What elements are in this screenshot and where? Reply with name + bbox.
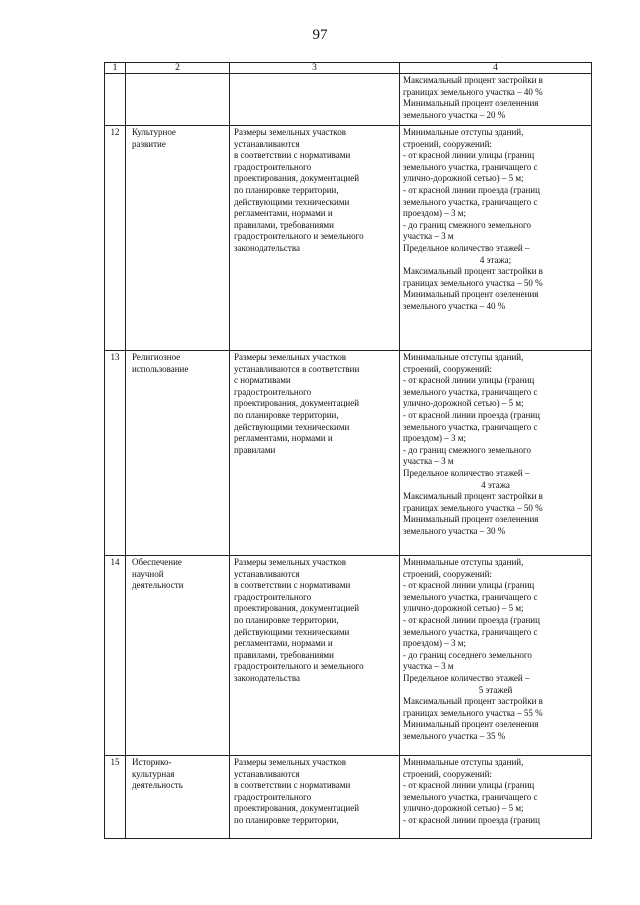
table-row [105, 756, 592, 839]
building-parameters-line: - до границ смежного земельного [403, 219, 532, 230]
plot-size-description-line: законодательства [234, 672, 300, 683]
use-type-name-line: культурная [132, 768, 175, 779]
use-type-name [126, 351, 230, 556]
building-parameters-line: Минимальные отступы зданий, [403, 757, 524, 767]
building-parameters-line: земельного участка, граничащего с [403, 161, 538, 172]
building-parameters-line: - до границ соседнего земельного [403, 649, 532, 660]
building-parameters-line: - от красной линии проезда (границ [403, 184, 540, 195]
plot-size-description-line: градостроительного и земельного [234, 231, 364, 242]
page-number: 97 [312, 27, 328, 43]
building-parameters-line: участка – 3 м [403, 661, 454, 672]
building-parameters-line: участка – 3 м [403, 456, 454, 467]
building-parameters-line: - от красной линии улицы (границ [403, 580, 535, 591]
plot-size-description-line: Размеры земельных участков [234, 557, 346, 567]
plot-size-description-line: действующими техническими [234, 196, 350, 207]
use-type-name-line: Культурное [132, 127, 176, 137]
building-parameters-line: улично-дорожной сетью) – 5 м; [403, 398, 524, 409]
use-type-name-line: деятельность [132, 780, 183, 791]
building-parameters-line: земельного участка – 30 % [403, 525, 506, 536]
plot-size-description-line: устанавливаются в соответствии [234, 363, 360, 374]
building-parameters-line: - от красной линии улицы (границ [403, 150, 535, 161]
building-parameters-line: Минимальные отступы зданий, [403, 127, 524, 137]
plot-size-description-line: проектирования, документацией [234, 173, 360, 184]
building-parameters-line: улично-дорожной сетью) – 5 м; [403, 173, 524, 184]
plot-size-description [230, 556, 400, 756]
use-type-name [126, 756, 230, 839]
row-number: 15 [105, 756, 126, 839]
plot-size-description-line: правилами, требованиями [234, 649, 334, 660]
building-parameters [400, 74, 592, 126]
building-parameters-line: улично-дорожной сетью) – 5 м; [403, 803, 524, 814]
building-parameters-line: земельного участка, граничащего с [403, 196, 538, 207]
building-parameters-line: земельного участка, граничащего с [403, 626, 538, 637]
column-header-3: 3 [230, 63, 400, 74]
building-parameters-line: Максимальный процент застройки в [403, 491, 543, 502]
plot-size-description [230, 351, 400, 556]
use-type-name [126, 74, 230, 126]
plot-size-description-line: по планировке территории, [234, 409, 339, 420]
building-parameters-line: 4 этажа; [479, 254, 512, 265]
plot-size-description-line: действующими техническими [234, 421, 350, 432]
plot-size-description-line: в соответствии с нормативами [234, 780, 351, 791]
plot-size-description-line: регламентами, нормами и [234, 433, 333, 444]
building-parameters-line: Предельное количество этажей – [403, 242, 530, 253]
plot-size-description-line: проектирования, документацией [234, 803, 360, 814]
table-row [105, 556, 592, 756]
plot-size-description-line: устанавливаются [234, 568, 300, 579]
use-type-name-line: Обеспечение [132, 557, 182, 567]
plot-size-description [230, 126, 400, 351]
plot-size-description-line: Размеры земельных участков [234, 352, 346, 362]
building-parameters-line: 4 этажа [481, 479, 510, 490]
building-parameters-line: проездом) – 3 м; [403, 433, 466, 444]
use-type-name-line: использование [132, 363, 189, 374]
plot-size-description-line: Размеры земельных участков [234, 757, 346, 767]
building-parameters-line: земельного участка – 35 % [403, 730, 506, 741]
building-parameters-line: земельного участка, граничащего с [403, 386, 538, 397]
building-parameters-line: строений, сооружений: [403, 363, 492, 374]
building-parameters-line: земельного участка – 40 % [403, 300, 506, 311]
use-type-name [126, 126, 230, 351]
building-parameters-line: - от красной линии улицы (границ [403, 780, 535, 791]
plot-size-description-line: регламентами, нормами и [234, 638, 333, 649]
row-number: 13 [105, 351, 126, 556]
building-parameters-line: земельного участка – 20 % [403, 109, 506, 120]
building-parameters-line: улично-дорожной сетью) – 5 м; [403, 603, 524, 614]
building-parameters-line: строений, сооружений: [403, 568, 492, 579]
plot-size-description-line: градостроительного [234, 791, 312, 802]
use-type-name-line: Историко- [132, 757, 172, 767]
building-parameters-line: - от красной линии проезда (границ [403, 614, 540, 625]
plot-size-description-line: в соответствии с нормативами [234, 150, 351, 161]
plot-size-description-line: по планировке территории, [234, 184, 339, 195]
use-type-name-line: развитие [132, 138, 166, 149]
building-parameters-line: участка – 3 м [403, 231, 454, 242]
column-header-1: 1 [105, 63, 126, 74]
plot-size-description-line: градостроительного [234, 591, 312, 602]
building-parameters-line: земельного участка, граничащего с [403, 421, 538, 432]
building-parameters-line: - до границ смежного земельного [403, 444, 532, 455]
zoning-table [104, 62, 592, 839]
building-parameters-line: Максимальный процент застройки в [403, 75, 543, 85]
plot-size-description-line: градостроительного и земельного [234, 661, 364, 672]
plot-size-description-line: правилами [234, 444, 276, 455]
plot-size-description [230, 74, 400, 126]
building-parameters-line: Предельное количество этажей – [403, 672, 530, 683]
building-parameters [400, 756, 592, 839]
building-parameters-line: строений, сооружений: [403, 768, 492, 779]
building-parameters-line: границах земельного участка – 50 % [403, 502, 543, 513]
building-parameters-line: Минимальные отступы зданий, [403, 557, 524, 567]
building-parameters-line: границах земельного участка – 55 % [403, 707, 543, 718]
table-row [105, 74, 592, 126]
building-parameters-line: - от красной линии проезда (границ [403, 814, 540, 825]
use-type-name-line: Религиозное [132, 352, 181, 362]
plot-size-description-line: проектирования, документацией [234, 398, 360, 409]
plot-size-description-line: в соответствии с нормативами [234, 580, 351, 591]
building-parameters-line: Предельное количество этажей – [403, 467, 530, 478]
building-parameters-line: 5 этажей [478, 684, 513, 695]
building-parameters-line: Максимальный процент застройки в [403, 266, 543, 277]
row-number [105, 74, 126, 126]
building-parameters-line: - от красной линии улицы (границ [403, 375, 535, 386]
plot-size-description-line: проектирования, документацией [234, 603, 360, 614]
building-parameters-line: проездом) – 3 м; [403, 638, 466, 649]
row-number: 12 [105, 126, 126, 351]
plot-size-description-line: по планировке территории, [234, 814, 339, 825]
plot-size-description-line: градостроительного [234, 161, 312, 172]
building-parameters-line: Минимальный процент озеленения [403, 719, 539, 730]
plot-size-description-line: по планировке территории, [234, 614, 339, 625]
building-parameters-line: Минимальный процент озеленения [403, 289, 539, 300]
building-parameters-line: границах земельного участка – 50 % [403, 277, 543, 288]
building-parameters-line: земельного участка, граничащего с [403, 591, 538, 602]
row-number: 14 [105, 556, 126, 756]
table-row [105, 126, 592, 351]
building-parameters-line: строений, сооружений: [403, 138, 492, 149]
column-header-2: 2 [126, 63, 230, 74]
building-parameters-line: границах земельного участка – 40 % [403, 86, 543, 97]
column-header-4: 4 [400, 63, 592, 74]
building-parameters-line: Минимальный процент озеленения [403, 514, 539, 525]
plot-size-description-line: правилами, требованиями [234, 219, 334, 230]
table-row [105, 351, 592, 556]
plot-size-description-line: устанавливаются [234, 138, 300, 149]
plot-size-description-line: Размеры земельных участков [234, 127, 346, 137]
building-parameters [400, 126, 592, 351]
building-parameters-line: Минимальный процент озеленения [403, 98, 539, 109]
building-parameters-line: Максимальный процент застройки в [403, 696, 543, 707]
plot-size-description-line: градостроительного [234, 386, 312, 397]
plot-size-description [230, 756, 400, 839]
building-parameters [400, 556, 592, 756]
building-parameters [400, 351, 592, 556]
building-parameters-line: - от красной линии проезда (границ [403, 409, 540, 420]
table-header-row [105, 63, 592, 74]
use-type-name-line: научной [132, 568, 164, 579]
plot-size-description-line: с нормативами [234, 375, 291, 386]
use-type-name-line: деятельности [132, 580, 184, 591]
plot-size-description-line: законодательства [234, 242, 300, 253]
building-parameters-line: Минимальные отступы зданий, [403, 352, 524, 362]
plot-size-description-line: действующими техническими [234, 626, 350, 637]
plot-size-description-line: регламентами, нормами и [234, 208, 333, 219]
plot-size-description-line: устанавливаются [234, 768, 300, 779]
use-type-name [126, 556, 230, 756]
building-parameters-line: проездом) – 3 м; [403, 208, 466, 219]
building-parameters-line: земельного участка, граничащего с [403, 791, 538, 802]
